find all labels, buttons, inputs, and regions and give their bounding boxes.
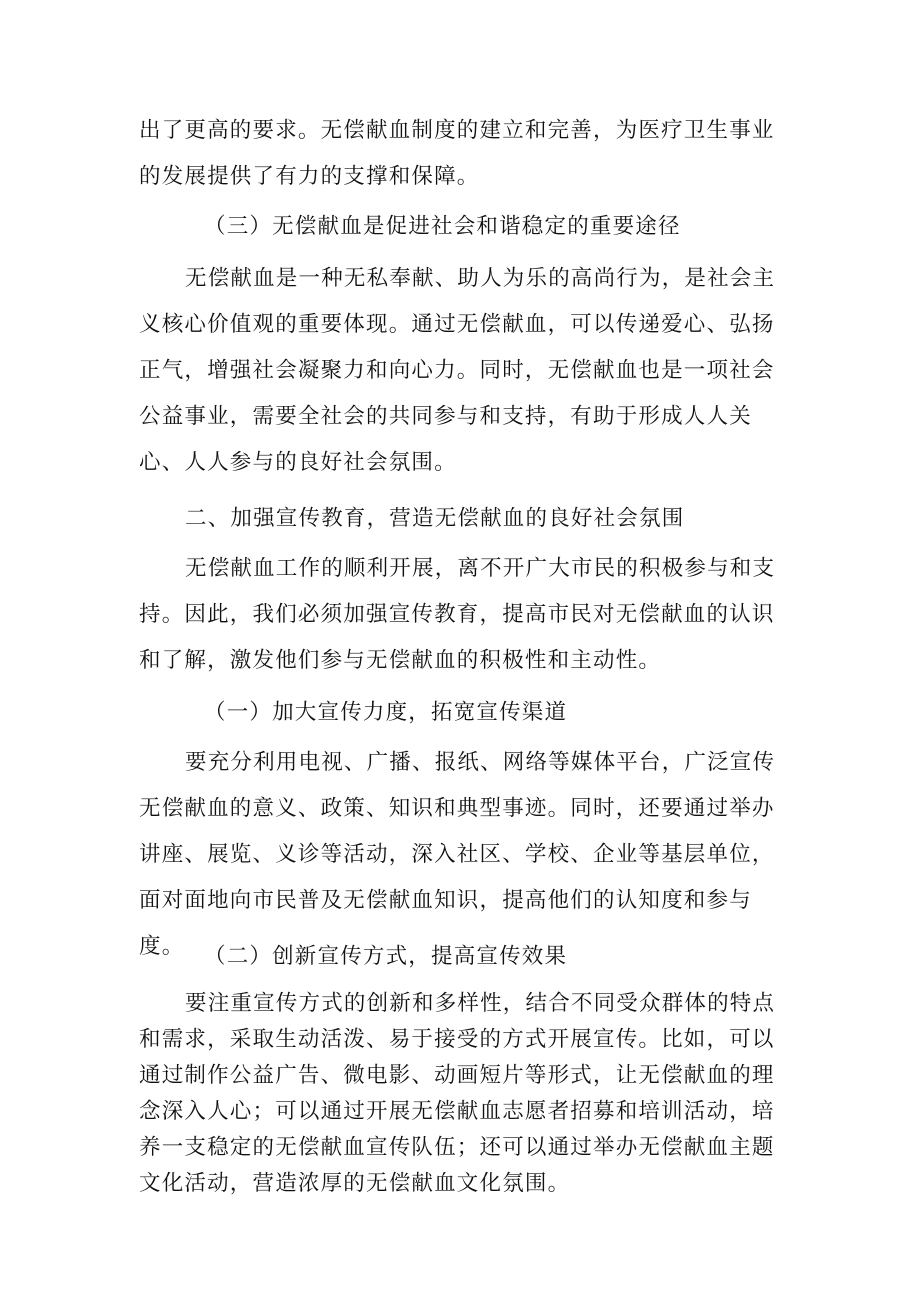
- heading-text: （一）加大宣传力度，拓宽宣传渠道: [204, 700, 568, 725]
- paragraph-text: 要充分利用电视、广播、报纸、网络等媒体平台，广泛宣传无偿献血的意义、政策、知识和典型事迹。同时，还要通过举办讲座、展览、义诊等活动，深入社区、学校、企业等基层单位，面对面地向市民普及无偿献血知识，提高他们的认知度和参与度。: [139, 750, 776, 959]
- heading-text: （二）创新宣传方式，提高宣传效果: [204, 944, 568, 969]
- heading-part-two: [139, 496, 789, 542]
- heading-text: （三）无偿献血是促进社会和谐稳定的重要途径: [204, 214, 681, 239]
- paragraph-text: 出了更高的要求。无偿献血制度的建立和完善，为医疗卫生事业的发展提供了有力的支撑和保障。: [139, 118, 775, 189]
- paragraph-publicity-methods: [139, 986, 789, 1202]
- paragraph-publicity-education: [139, 546, 789, 684]
- heading-section-three: [139, 204, 789, 250]
- paragraph-text: 无偿献血是一种无私奉献、助人为乐的高尚行为，是社会主义核心价值观的重要体现。通过无偿献血，可以传递爱心、弘扬正气，增强社会凝聚力和向心力。同时，无偿献血也是一项社会公益事业，需要全社会的共同参与和支持，有助于形成人人关心、人人参与的良好社会氛围。: [139, 266, 776, 475]
- paragraph-text: 无偿献血工作的顺利开展，离不开广大市民的积极参与和支持。因此，我们必须加强宣传教育，提高市民对无偿献血的认识和了解，激发他们参与无偿献血的积极性和主动性。: [139, 556, 776, 673]
- heading-subsection-one: [139, 690, 789, 736]
- heading-subsection-two: [139, 934, 789, 980]
- paragraph-social-harmony: [139, 256, 789, 486]
- paragraph-text: 要注重宣传方式的创新和多样性，结合不同受众群体的特点和需求，采取生动活泼、易于接受的方式开展宣传。比如，可以通过制作公益广告、微电影、动画短片等形式，让无偿献血的理念深入人心；可以通过开展无偿献血志愿者招募和培训活动，培养一支稳定的无偿献血宣传队伍；还可以通过举办无偿献血主题文化活动，营造浓厚的无偿献血文化氛围。: [139, 991, 776, 1196]
- heading-text: 二、加强宣传教育，营造无偿献血的良好社会氛围: [185, 506, 685, 531]
- paragraph-intro-continuation: [139, 108, 789, 200]
